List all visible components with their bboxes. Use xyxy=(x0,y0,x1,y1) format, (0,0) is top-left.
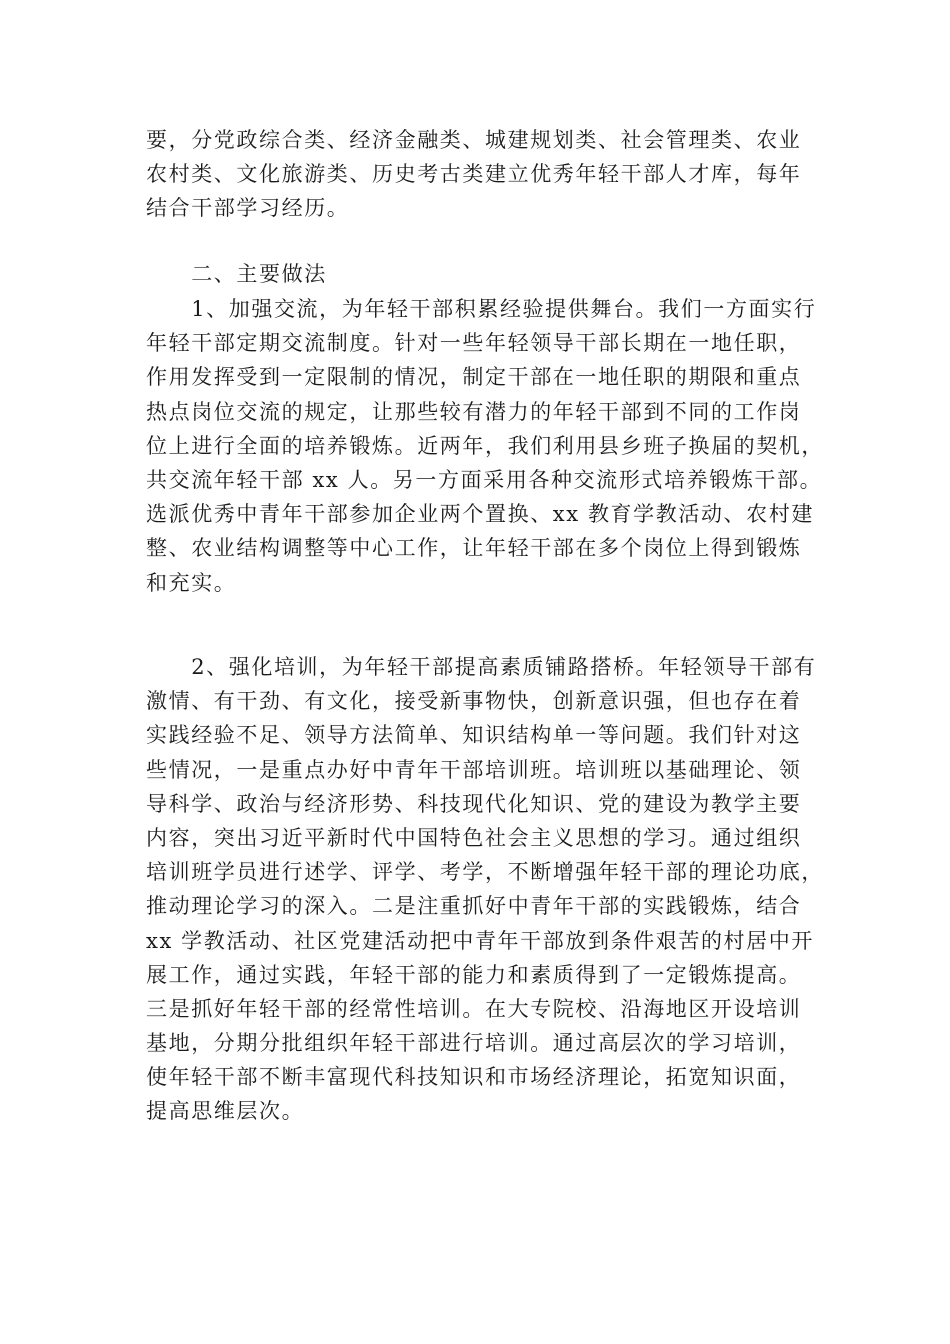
paragraph-training xyxy=(146,650,824,1129)
text-line: 结合干部学习经历。 xyxy=(146,196,350,221)
text-line: 使年轻干部不断丰富现代科技知识和市场经济理论，拓宽知识面， xyxy=(146,1065,802,1090)
paragraph-continued xyxy=(146,123,806,226)
text-line: 推动理论学习的深入。二是注重抓好中青年干部的实践锻炼，结合 xyxy=(146,894,802,919)
paragraph-exchange xyxy=(146,292,824,600)
text-line: 实践经验不足、领导方法简单、知识结构单一等问题。我们针对这 xyxy=(146,723,802,748)
text-line: 选派优秀中青年干部参加企业两个置换、xx 教育学教活动、农村建 xyxy=(146,502,814,527)
section-heading-text: 二、主要做法 xyxy=(146,262,327,286)
text-line: 激情、有干劲、有文化，接受新事物快，创新意识强，但也存在着 xyxy=(146,689,802,714)
text-line: 2、强化培训，为年轻干部提高素质铺路搭桥。年轻领导干部有 xyxy=(146,655,817,679)
text-line: 热点岗位交流的规定，让那些较有潜力的年轻干部到不同的工作岗 xyxy=(146,399,802,424)
text-line: 三是抓好年轻干部的经常性培训。在大专院校、沿海地区开设培训 xyxy=(146,996,802,1021)
section-heading xyxy=(146,257,806,291)
text-line: 整、农业结构调整等中心工作，让年轻干部在多个岗位上得到锻炼 xyxy=(146,536,802,561)
text-line: 培训班学员进行述学、评学、考学，不断增强年轻干部的理论功底， xyxy=(146,860,824,885)
text-line: 和充实。 xyxy=(146,570,237,595)
text-line: 年轻干部定期交流制度。针对一些年轻领导干部长期在一地任职， xyxy=(146,331,802,356)
text-line: 基地，分期分批组织年轻干部进行培训。通过高层次的学习培训， xyxy=(146,1031,802,1056)
text-line: 农村类、文化旅游类、历史考古类建立优秀年轻干部人才库，每年 xyxy=(146,162,802,187)
text-line: 内容，突出习近平新时代中国特色社会主义思想的学习。通过组织 xyxy=(146,825,802,850)
text-line: 1、加强交流，为年轻干部积累经验提供舞台。我们一方面实行 xyxy=(146,297,817,321)
text-line: 要，分党政综合类、经济金融类、城建规划类、社会管理类、农业 xyxy=(146,128,802,152)
text-line: 些情况，一是重点办好中青年干部培训班。培训班以基础理论、领 xyxy=(146,757,802,782)
text-line: 展工作，通过实践，年轻干部的能力和素质得到了一定锻炼提高。 xyxy=(146,962,802,987)
text-line: xx 学教活动、社区党建活动把中青年干部放到条件艰苦的村居中开 xyxy=(146,928,814,953)
text-line: 作用发挥受到一定限制的情况，制定干部在一地任职的期限和重点 xyxy=(146,365,802,390)
text-line: 共交流年轻干部 xx 人。另一方面采用各种交流形式培养锻炼干部。 xyxy=(146,467,823,492)
text-line: 导科学、政治与经济形势、科技现代化知识、党的建设为教学主要 xyxy=(146,791,802,816)
text-line: 位上进行全面的培养锻炼。近两年，我们利用县乡班子换届的契机， xyxy=(146,433,824,458)
text-line: 提高思维层次。 xyxy=(146,1099,305,1124)
